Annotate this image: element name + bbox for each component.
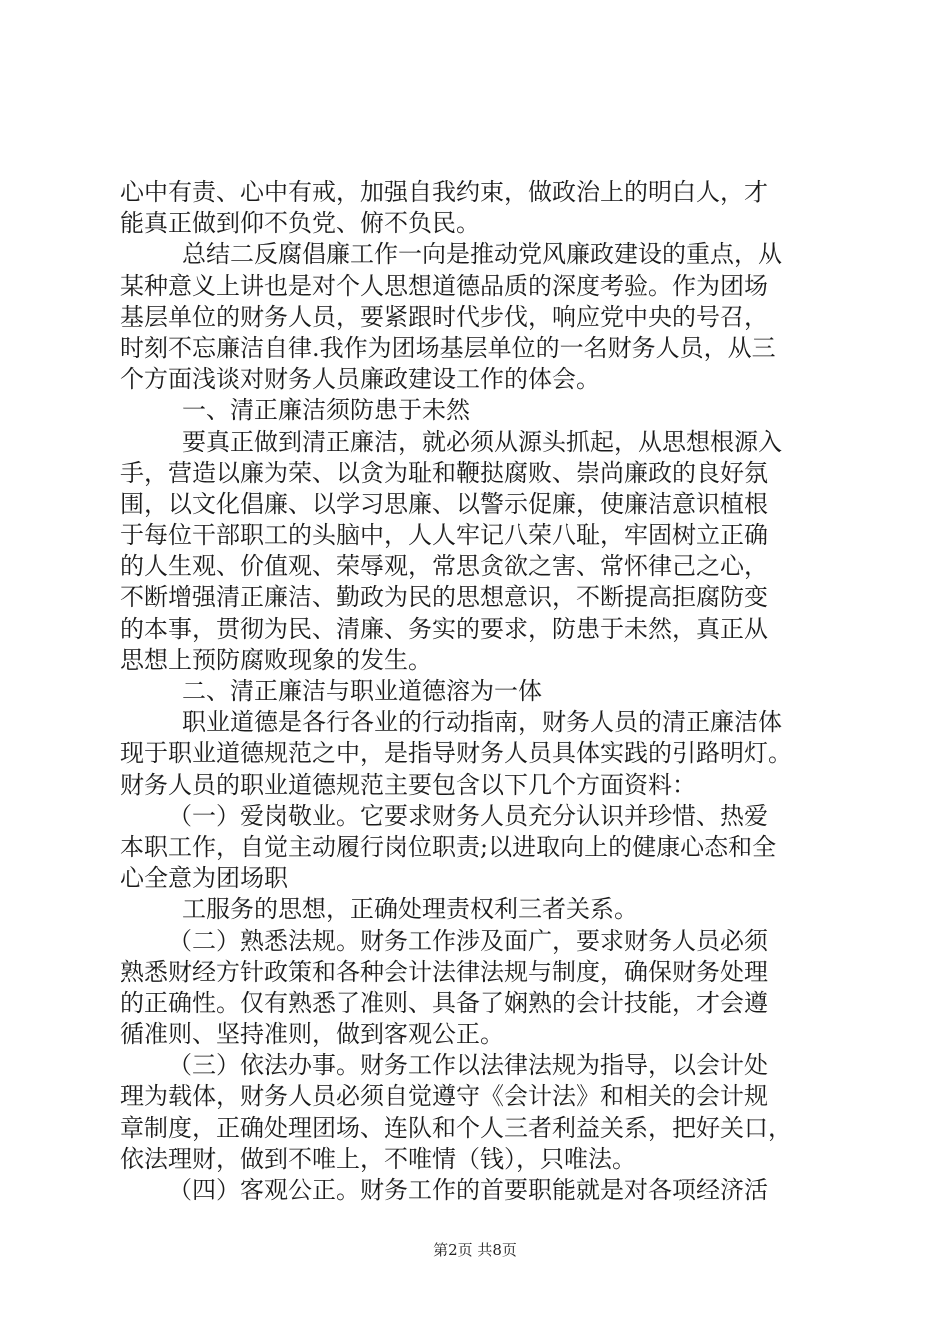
subsection-start-line: （二）熟悉法规。财务工作涉及面广，要求财务人员必须: [168, 926, 768, 955]
subsection-start-line: （三）依法办事。财务工作以法律法规为指导，以会计处: [168, 1051, 768, 1080]
text-line: 围，以文化倡廉、以学习思廉、以警示促廉，使廉洁意识植根: [120, 489, 768, 518]
text-line: 本职工作，自觉主动履行岗位职责;以进取向上的健康心态和全: [120, 832, 777, 861]
text-line: 心中有责、心中有戒，加强自我约束，做政治上的明白人，才: [120, 178, 768, 206]
text-line: 基层单位的财务人员，要紧跟时代步伐，响应党中央的号召，: [120, 302, 768, 331]
text-line: 某种意义上讲也是对个人思想道德品质的深度考验。作为团场: [120, 271, 768, 300]
subsection-start-line: （一）爱岗敬业。它要求财务人员充分认识并珍惜、热爱: [168, 801, 768, 830]
text-line: 个方面浅谈对财务人员廉政建设工作的体会。: [120, 365, 600, 394]
text-line: 手，营造以廉为荣、以贪为耻和鞭挞腐败、崇尚廉政的良好氛: [120, 458, 768, 487]
text-line: 的正确性。仅有熟悉了准则、具备了娴熟的会计技能，才会遵: [120, 988, 768, 1017]
text-line: 依法理财，做到不唯上，不唯情（钱），只唯法。: [120, 1144, 636, 1173]
text-line: 能真正做到仰不负党、俯不负民。: [120, 209, 480, 238]
text-line: 的本事，贯彻为民、清廉、务实的要求，防患于未然，真正从: [120, 614, 768, 643]
section-heading: 二、清正廉洁与职业道德溶为一体: [182, 677, 542, 705]
text-line: 时刻不忘廉洁自律.我作为团场基层单位的一名财务人员，从三: [120, 333, 776, 362]
document-body: [120, 177, 840, 1206]
text-line: 于每位干部职工的头脑中，人人牢记八荣八耻，牢固树立正确: [120, 521, 768, 550]
paragraph-start-line: 职业道德是各行各业的行动指南，财务人员的清正廉洁体: [182, 708, 782, 737]
section-heading: 一、清正廉洁须防患于未然: [182, 396, 470, 425]
paragraph-start-line: 工服务的思想，正确处理责权利三者关系。: [182, 895, 638, 924]
text-line: 不断增强清正廉洁、勤政为民的思想意识，不断提高拒腐防变: [120, 583, 768, 612]
subsection-start-line: （四）客观公正。财务工作的首要职能就是对各项经济活: [168, 1176, 768, 1204]
text-line: 财务人员的职业道德规范主要包含以下几个方面资料：: [120, 770, 696, 799]
text-line: 的人生观、价值观、荣辱观，常思贪欲之害、常怀律己之心，: [120, 552, 768, 581]
paragraph-start-line: 要真正做到清正廉洁，就必须从源头抓起，从思想根源入: [182, 427, 782, 456]
text-line: 现于职业道德规范之中，是指导财务人员具体实践的引路明灯。: [120, 739, 792, 768]
text-line: 理为载体，财务人员必须自觉遵守《会计法》和相关的会计规: [120, 1082, 768, 1111]
paragraph-start-line: 总结二反腐倡廉工作一向是推动党风廉政建设的重点，从: [182, 240, 782, 269]
text-line: 循准则、坚持准则，做到客观公正。: [120, 1020, 504, 1049]
page-number-footer: 第2页 共8页: [433, 1241, 517, 1259]
text-line: 章制度，正确处理团场、连队和个人三者利益关系，把好关口，: [120, 1113, 792, 1142]
text-line: 思想上预防腐败现象的发生。: [120, 645, 432, 674]
text-line: 熟悉财经方针政策和各种会计法律法规与制度，确保财务处理: [120, 957, 768, 986]
text-line: 心全意为团场职: [120, 864, 288, 893]
